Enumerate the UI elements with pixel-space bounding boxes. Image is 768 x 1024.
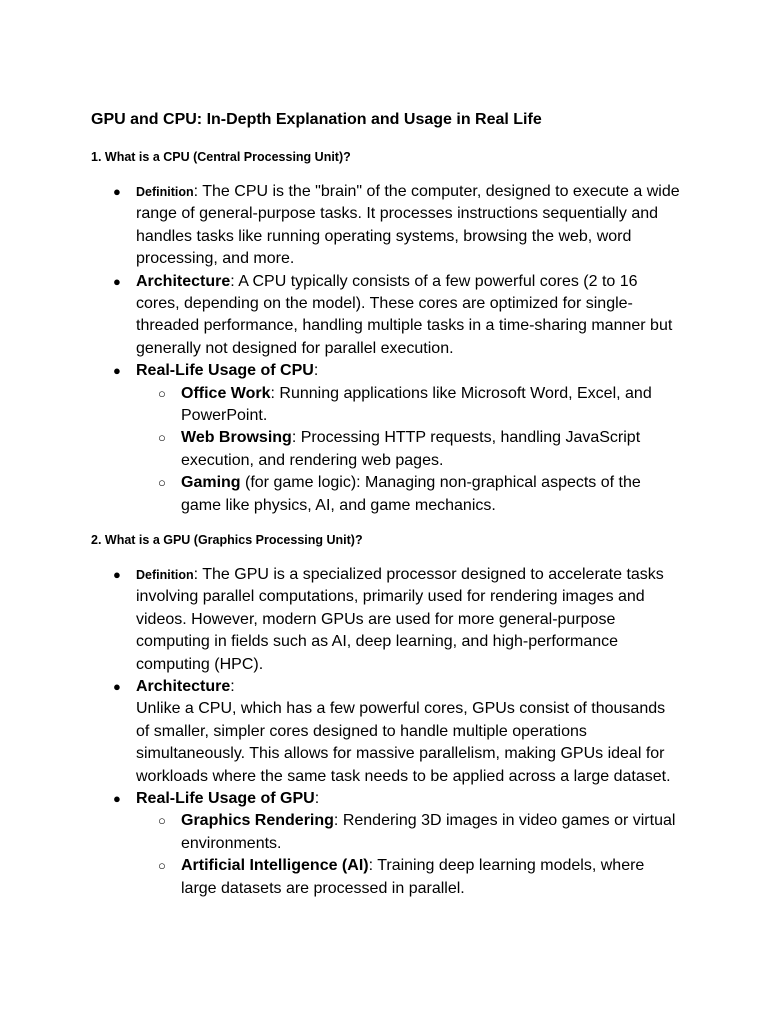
term-label: Office Work bbox=[181, 384, 271, 402]
hollow-bullet-icon: ○ bbox=[158, 475, 166, 491]
hollow-bullet-icon: ○ bbox=[158, 813, 166, 829]
item-text: : The GPU is a specialized processor designed to accelerate tasks involving parallel computations, primarily used for rendering images and videos. However, modern GPUs are used for more general-purpose computing in fields such as AI, deep learning, and high-performance computing (HPC). bbox=[136, 566, 664, 673]
section-heading-gpu: 2. What is a GPU (Graphics Processing Unit)? bbox=[91, 533, 363, 547]
term-label: Definition bbox=[136, 568, 194, 582]
cpu-bullet-list bbox=[0, 181, 768, 517]
bullet-icon: ● bbox=[113, 791, 121, 807]
list-item-cpu-architecture bbox=[0, 271, 768, 361]
list-item-gpu-definition bbox=[0, 564, 768, 676]
hollow-bullet-icon: ○ bbox=[158, 385, 166, 401]
term-label: Architecture bbox=[136, 272, 231, 290]
item-text: : bbox=[230, 678, 235, 696]
document-title: GPU and CPU: In-Depth Explanation and Usage in Real Life bbox=[91, 111, 542, 128]
item-text: : Rendering 3D images in video games or virtual environments. bbox=[181, 812, 676, 852]
section-heading-cpu: 1. What is a CPU (Central Processing Unit)? bbox=[91, 150, 351, 164]
item-text: : bbox=[314, 790, 320, 808]
gpu-usage-sublist bbox=[136, 810, 680, 900]
sublist-item-web-browsing bbox=[136, 427, 680, 472]
term-label: Architecture bbox=[136, 678, 231, 696]
hollow-bullet-icon: ○ bbox=[158, 858, 166, 874]
term-label: Graphics Rendering bbox=[181, 812, 334, 830]
bullet-icon: ● bbox=[113, 184, 121, 199]
item-text: : Processing HTTP requests, handling JavaScript execution, and rendering web pages. bbox=[181, 429, 641, 469]
bullet-icon: ● bbox=[113, 363, 121, 379]
sublist-item-office-work bbox=[136, 383, 680, 428]
term-label: Gaming bbox=[181, 474, 241, 492]
bullet-icon: ● bbox=[113, 567, 121, 582]
term-label: Web Browsing bbox=[181, 429, 292, 447]
item-text: : Training deep learning models, where large datasets are processed in parallel. bbox=[181, 857, 645, 897]
item-body-text: Unlike a CPU, which has a few powerful cores, GPUs consist of thousands of smaller, simpler cores designed to handle multiple operations simultaneously. This allows for massive parallelism, making GPUs ideal for workloads where the same task needs to be applied across a large dataset. bbox=[136, 700, 671, 785]
term-label: Real-Life Usage of GPU bbox=[136, 790, 315, 808]
term-label: Definition bbox=[136, 185, 194, 199]
item-text: : Running applications like Microsoft Word, Excel, and PowerPoint. bbox=[181, 384, 652, 425]
gpu-bullet-list bbox=[0, 564, 768, 900]
sublist-item-graphics-rendering bbox=[136, 810, 680, 855]
item-text: : The CPU is the "brain" of the computer, designed to execute a wide range of general-purpose tasks. It processes instructions sequentially and handles tasks like running operating systems, browsing the web, word processing, and more. bbox=[136, 183, 680, 268]
item-text: : A CPU typically consists of a few powerful cores (2 to 16 cores, depending on the model). These cores are optimized for single-threaded performance, handling multiple tasks in a time-sharing manner but generally not designed for parallel execution. bbox=[136, 272, 673, 357]
sublist-item-gaming bbox=[136, 472, 680, 517]
term-label: Real-Life Usage of CPU bbox=[136, 362, 314, 380]
hollow-bullet-icon: ○ bbox=[158, 430, 166, 446]
list-item-gpu-architecture bbox=[0, 676, 768, 788]
list-item-cpu-definition bbox=[0, 181, 768, 271]
sublist-item-artificial-intelligence bbox=[136, 855, 680, 900]
list-item-gpu-usage bbox=[0, 788, 768, 900]
item-text: : bbox=[313, 362, 319, 380]
term-label: Artificial Intelligence (AI) bbox=[181, 857, 369, 875]
bullet-icon: ● bbox=[113, 679, 121, 695]
item-text: (for game logic): Managing non-graphical aspects of the game like physics, AI, and game mechanics. bbox=[181, 474, 641, 514]
bullet-icon: ● bbox=[113, 273, 121, 289]
list-item-cpu-usage bbox=[0, 360, 768, 517]
cpu-usage-sublist bbox=[136, 383, 680, 517]
